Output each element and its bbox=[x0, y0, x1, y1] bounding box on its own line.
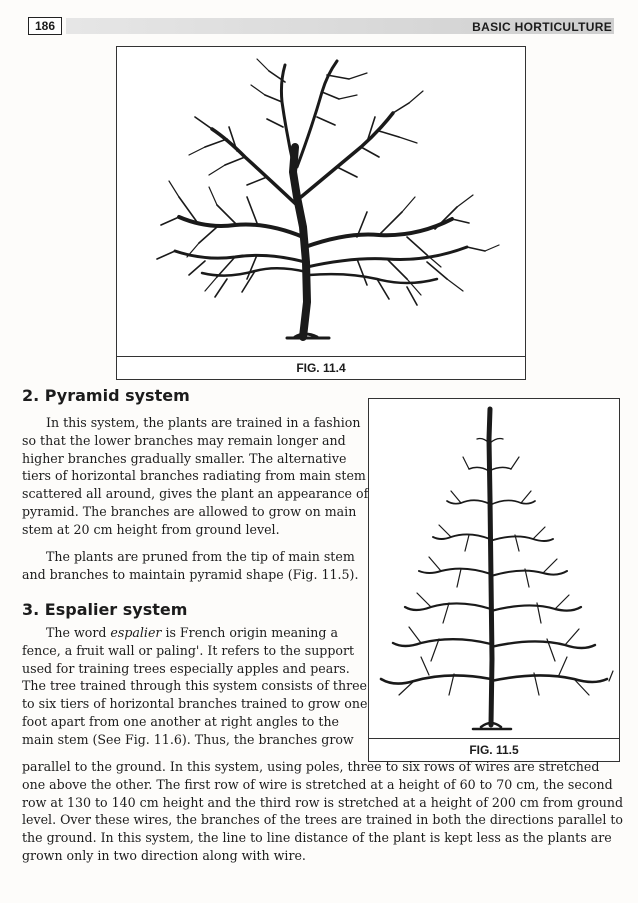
page-number: 186 bbox=[28, 17, 62, 35]
paragraph-pyramid-description bbox=[22, 414, 369, 539]
text-line: row at 130 to 140 cm height and the third row is stretched at a height of 200 cm from ground bbox=[22, 794, 624, 810]
text-line: stem at 20 cm height from ground level. bbox=[22, 521, 280, 537]
text-line: fence, a fruit wall or paling'. It refers to the support bbox=[22, 642, 355, 658]
text-line: foot apart from one another at right angles to the bbox=[22, 713, 340, 729]
page-header bbox=[24, 14, 614, 36]
paragraph-espalier-description bbox=[22, 624, 368, 749]
figure-caption: FIG. 11.4 bbox=[117, 356, 525, 379]
paragraph-espalier-wires bbox=[22, 758, 624, 865]
text-line: main stem (See Fig. 11.6). Thus, the branches grow bbox=[22, 731, 354, 747]
text-line: parallel to the ground. In this system, using poles, three to six rows of wires are stretched bbox=[22, 759, 600, 774]
text-line: The tree trained through this system consists of three bbox=[22, 678, 367, 694]
text-line: so that the lower branches may remain longer and bbox=[22, 432, 346, 448]
figure-caption: FIG. 11.5 bbox=[369, 738, 619, 761]
text-line: level. Over these wires, the branches of the trees are trained in both the directions parallel to bbox=[22, 812, 623, 828]
text-line: and branches to maintain pyramid shape (Fig. 11.5). bbox=[22, 566, 359, 582]
paragraph-pyramid-pruning bbox=[22, 548, 358, 584]
text-line: grown only in two direction along with wire. bbox=[22, 847, 306, 863]
text-line: The word espalier is French origin meaning a bbox=[46, 625, 338, 640]
text-line: In this system, the plants are trained in a fashion bbox=[46, 415, 361, 430]
text-line: pyramid. The branches are allowed to grow on main bbox=[22, 503, 357, 519]
figure-11-4 bbox=[116, 46, 526, 380]
section-heading-espalier: 3. Espalier system bbox=[22, 600, 188, 619]
pyramid-tree-illustration bbox=[369, 399, 619, 737]
figure-11-5 bbox=[368, 398, 620, 762]
text-line: used for training trees especially apples and pears. bbox=[22, 660, 350, 676]
text-line: higher branches gradually smaller. The alternative bbox=[22, 450, 347, 466]
round-tree-illustration bbox=[117, 47, 525, 355]
text-line: scattered all around, gives the plant an appearance of bbox=[22, 486, 369, 502]
text-line: to six tiers of horizontal branches trained to grow one bbox=[22, 696, 368, 712]
section-heading-pyramid: 2. Pyramid system bbox=[22, 386, 190, 405]
text-line: The plants are pruned from the tip of main stem bbox=[46, 549, 355, 564]
running-head: BASIC HORTICULTURE bbox=[472, 20, 612, 34]
text-line: one above the other. The first row of wire is stretched at a height of 60 to 70 cm, the second bbox=[22, 776, 613, 792]
text-line: the ground. In this system, the line to line distance of the plant is kept less as the plants are bbox=[22, 830, 612, 846]
text-line: tiers of horizontal branches radiating from main stem bbox=[22, 468, 366, 484]
